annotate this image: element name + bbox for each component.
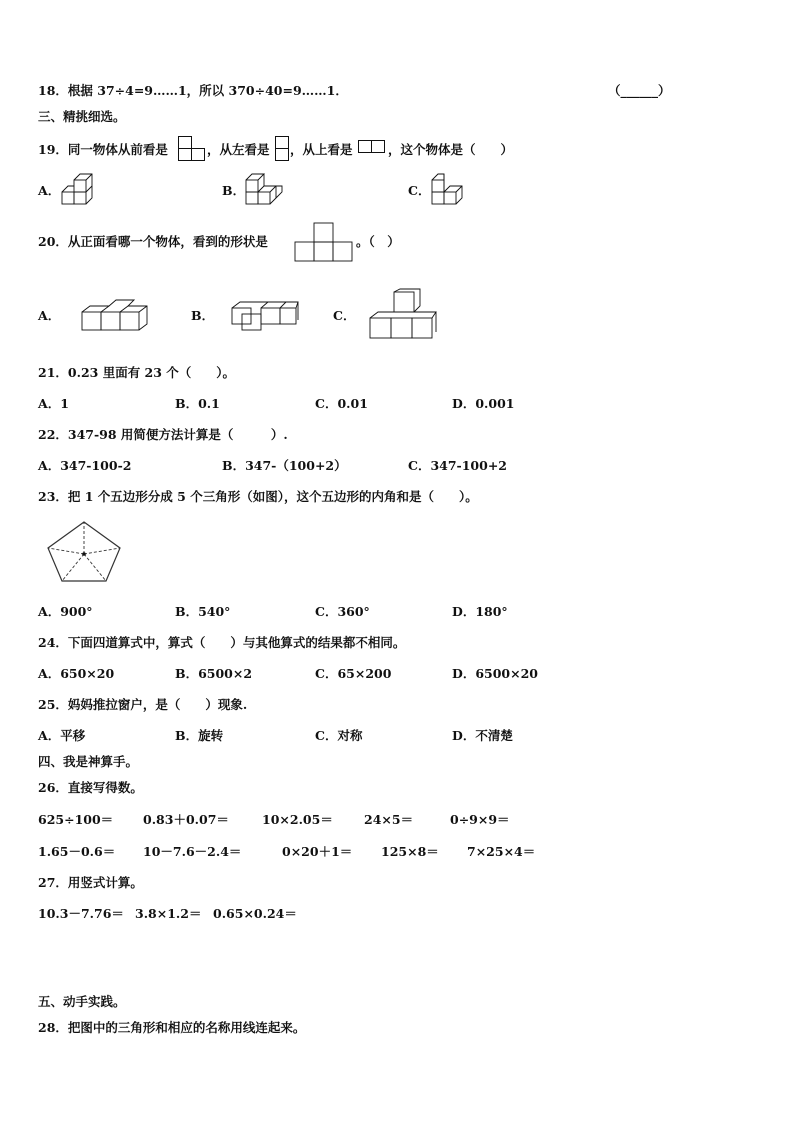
- q24-stem: 24．下面四道算式中，算式（ ）与其他算式的结果都不相同。: [38, 635, 406, 650]
- q25-option-a[interactable]: A．平移: [38, 728, 86, 743]
- q24-option-a[interactable]: A．650×20: [38, 666, 115, 681]
- q26-item-5: 0÷9×9＝: [450, 812, 510, 827]
- q26-item-9: 125×8＝: [381, 844, 439, 859]
- q27-item-3: 0.65×0.24＝: [213, 906, 297, 921]
- q20-front-view-figure: [294, 222, 354, 262]
- q23-option-d[interactable]: D．180°: [452, 604, 508, 619]
- q21-option-a[interactable]: A．1: [38, 396, 69, 411]
- q25-option-c[interactable]: C．对称: [315, 728, 363, 743]
- q27-item-1: 10.3－7.76＝: [38, 906, 124, 921]
- q24-option-d[interactable]: D．6500×20: [452, 666, 538, 681]
- q23-option-b[interactable]: B．540°: [175, 604, 231, 619]
- q19-option-c-cubes: [430, 172, 470, 208]
- q26-item-1: 625÷100＝: [38, 812, 114, 827]
- q19-part1: 19．同一物体从前看是: [38, 142, 168, 157]
- q27-stem: 27．用竖式计算。: [38, 875, 143, 890]
- q22-option-b[interactable]: B．347-（100+2）: [222, 458, 347, 473]
- q22-option-a[interactable]: A．347-100-2: [38, 458, 132, 473]
- q19-option-b-cubes: [244, 172, 292, 208]
- q19-option-c-label[interactable]: C．: [408, 183, 431, 198]
- q26-stem: 26．直接写得数。: [38, 780, 143, 795]
- q23-option-a[interactable]: A．900°: [38, 604, 93, 619]
- q26-item-7: 10－7.6－2.4＝: [143, 844, 242, 859]
- q26-item-8: 0×20＋1＝: [282, 844, 353, 859]
- q27-item-2: 3.8×1.2＝: [135, 906, 202, 921]
- q23-stem: 23．把 1 个五边形分成 5 个三角形（如图），这个五边形的内角和是（ ）。: [38, 489, 478, 504]
- q23-pentagon-figure: [44, 518, 124, 584]
- q19-part3: ，从上看是: [290, 142, 353, 157]
- q21-option-d[interactable]: D．0.001: [452, 396, 515, 411]
- q21-option-b[interactable]: B．0.1: [175, 396, 220, 411]
- q18-answer-blank[interactable]: （______）: [608, 83, 671, 98]
- q19-part4: ，这个物体是（ ）: [388, 142, 514, 157]
- q20-option-b-label[interactable]: B．: [191, 308, 215, 323]
- q19-option-b-label[interactable]: B．: [222, 183, 246, 198]
- q18-stem: 18．根据 37÷4=9……1，所以 370÷40=9……1．: [38, 83, 348, 98]
- q21-option-c[interactable]: C．0.01: [315, 396, 368, 411]
- q19-part2: ，从左看是: [207, 142, 270, 157]
- q20-part2: 。（ ）: [356, 234, 400, 249]
- q22-stem: 22．347-98 用简便方法计算是（ ）.: [38, 427, 288, 442]
- q20-option-a-cubes: [78, 296, 150, 334]
- q23-option-c[interactable]: C．360°: [315, 604, 370, 619]
- q19-top-view-figure: [358, 140, 386, 154]
- q19-left-view-figure: [275, 136, 289, 162]
- q20-option-c-cubes: [366, 288, 438, 342]
- q26-item-6: 1.65－0.6＝: [38, 844, 116, 859]
- q28-stem: 28．把图中的三角形和相应的名称用线连起来。: [38, 1020, 306, 1035]
- q21-stem: 21．0.23 里面有 23 个（ ）。: [38, 365, 236, 380]
- q20-option-a-label[interactable]: A．: [38, 308, 61, 323]
- q26-item-10: 7×25×4＝: [467, 844, 536, 859]
- q20-option-b-cubes: [228, 296, 300, 334]
- q22-option-c[interactable]: C．347-100+2: [408, 458, 507, 473]
- q25-stem: 25．妈妈推拉窗户，是（ ）现象.: [38, 697, 248, 712]
- q20-option-c-label[interactable]: C．: [333, 308, 356, 323]
- q26-item-3: 10×2.05＝: [262, 812, 333, 827]
- q24-option-c[interactable]: C．65×200: [315, 666, 392, 681]
- section-5-title: 五、动手实践。: [38, 994, 126, 1009]
- q25-option-d[interactable]: D．不清楚: [452, 728, 513, 743]
- q20-part1: 20．从正面看哪一个物体，看到的形状是: [38, 234, 268, 249]
- q19-option-a-label[interactable]: A．: [38, 183, 61, 198]
- section-3-title: 三、精挑细选。: [38, 109, 126, 124]
- q19-front-view-figure: [178, 136, 206, 162]
- section-4-title: 四、我是神算手。: [38, 754, 139, 769]
- q24-option-b[interactable]: B．6500×2: [175, 666, 253, 681]
- q26-item-4: 24×5＝: [364, 812, 414, 827]
- q25-option-b[interactable]: B．旋转: [175, 728, 224, 743]
- q19-option-a-cubes: [60, 172, 100, 208]
- q26-item-2: 0.83＋0.07＝: [143, 812, 229, 827]
